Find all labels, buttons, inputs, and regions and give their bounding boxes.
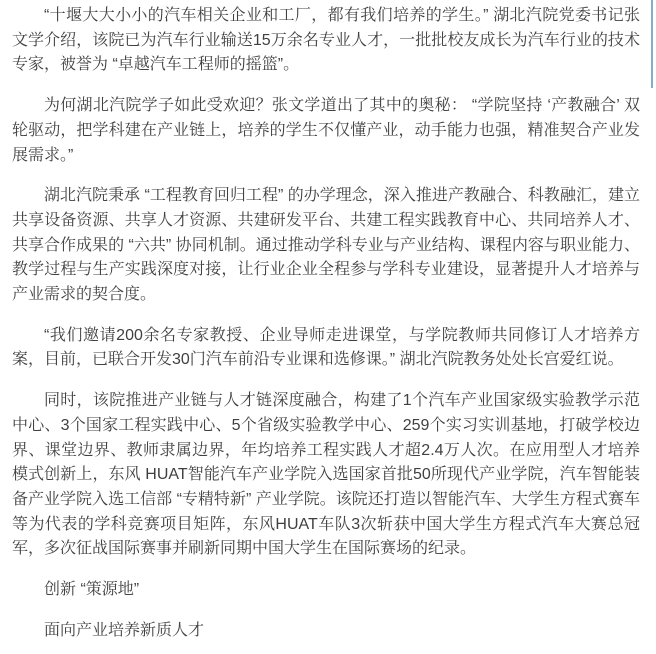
paragraph-achievements: 同时，该院推进产业链与人才链深度融合，构建了1个汽车产业国家级实验教学示范中心、3个国家工程实践中心、5个省级实验教学中心、259个实习实训基地，打破学校边界、课堂边界、教师隶属边界，年均培养工程实践人才超2.4万人次。在应用型人才培养模式创新上，东风 HUAT智能汽车产业学院入选国家首批50所现代产业学院，汽车智能装备产业学院入选工信部 “专精特新” 产业学院。该院还打造以智能汽车、大学生方程式赛车等为代表的学科竞赛项目矩阵，东风HUAT车队3次斩获中国大学生方程式汽车大赛总冠军，多次征战国际赛事并刷新同期中国大学生在国际赛场的纪录。 [12,392,640,558]
paragraph-why-popular: 为何湖北汽院学子如此受欢迎？张文学道出了其中的奥秘： “学院坚持 ‘产教融合’ 双轮驱动，把学科建在产业链上，培养的学生不仅懂产业，动手能力也强，精准契合产业发展需求。” [12,97,640,164]
paragraph-experts-quote: “我们邀请200余名专家教授、企业导师走进课堂，与学院教师共同修订人才培养方案，目前，已联合开发30门汽车前沿专业课和选修课。” 湖北汽院教务处处长宫爱红说。 [12,326,640,369]
paragraph-quote-intro: “十堰大大小小的汽车相关企业和工厂，都有我们培养的学生。” 湖北汽院党委书记张文学介绍，该院已为汽车行业输送15万余名专业人才，一批批校友成长为汽车行业的技术专家，被誉为 “卓越汽车工程师的摇篮”。 [12,7,640,74]
subhead-new-talent: 面向产业培养新质人才 [44,621,205,639]
subhead-innovation-source: 创新 “策源地” [44,581,140,599]
paragraph-philosophy: 湖北汽院秉承 “工程教育回归工程” 的办学理念，深入推进产教融合、科教融汇，建立共享设备资源、共享人才资源、共建研发平台、共建工程实践教育中心、共同培养人才、共享合作成果的 “六共” 协同机制。通过推动学科专业与产业结构、课程内容与职业能力、教学过程与生产实践深度对接，让行业企业全程参与学科专业建设，显著提升人才培养与产业需求的契合度。 [12,187,640,304]
scrollbar-thumb[interactable] [651,0,653,88]
